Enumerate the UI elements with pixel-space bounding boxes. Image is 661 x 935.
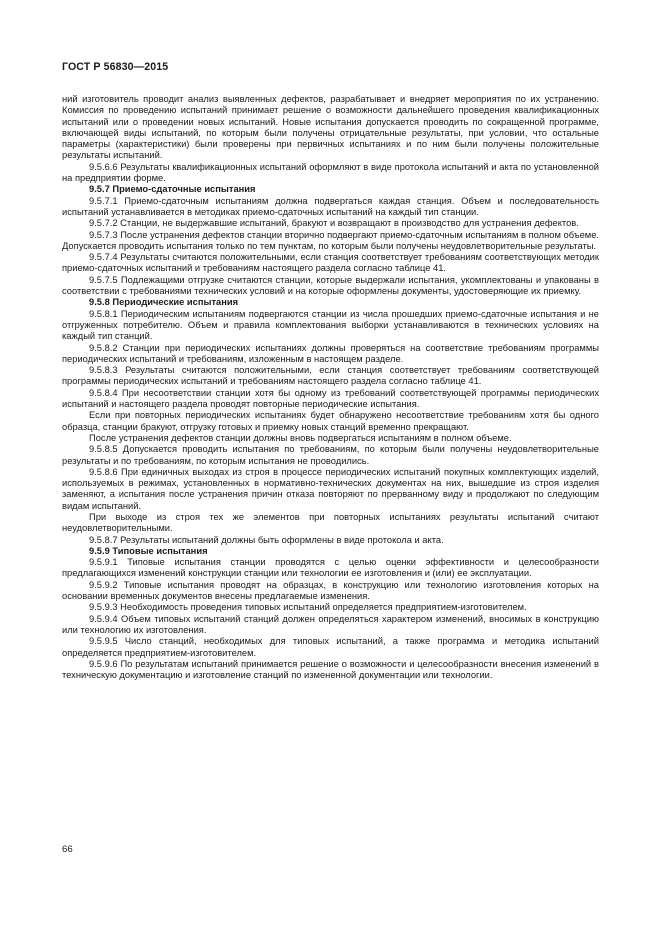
paragraph-9-5-9-5: 9.5.9.5 Число станций, необходимых для типовых испытаний, а также программа и методика испытаний определяется предприятием-изготовителем. [62,636,599,658]
document-header: ГОСТ Р 56830—2015 [62,61,169,73]
paragraph-9-5-9-3: 9.5.9.3 Необходимость проведения типовых испытаний определяется предприятием-изготовителем. [89,602,527,613]
paragraph-9-5-9-6: 9.5.9.6 По результатам испытаний принимается решение о возможности и целесообразности внесения изменений в техническую документацию и изготовление станций по измененной документации или технологии. [62,658,599,681]
paragraph-9-5-7-3: 9.5.7.3 После устранения дефектов станции вторично подвергают приемо-сдаточным испытаниям в полном объеме. Допускается проводить испытания только по тем пунктам, по которым были получены неудовлетворительные результаты. [62,229,599,251]
paragraph-9-5-8-7: 9.5.8.7 Результаты испытаний должны быть оформлены в виде протокола и акта. [89,534,444,545]
paragraph-9-5-7-2: 9.5.7.2 Станции, не выдержавшие испытаний, бракуют и возвращают в производство для устранения дефектов. [89,218,579,229]
page-number: 66 [62,844,73,855]
paragraph-continuation: ний изготовитель проводит анализ выявленных дефектов, разрабатывает и внедряет мероприятия по их устранению. Комиссия по проведению испытаний принимает решение о возможности дальнейшего проведения квалификационных испытаний или о проведении новых испытаний. Новые испытания допускается проводить по сокращенной программе, включающей виды испытаний, по которым были получены отрицательные результаты, при условии, что остальные параметры (характеристики) были проверены при первичных испытаниях и по ним были получены положительные результаты испытаний. [62,94,599,161]
paragraph-9-5-8-1: 9.5.8.1 Периодическим испытаниям подвергаются станции из числа прошедших приемо-сдаточные испытания и не отгруженных потребителю. Объем и правила комплектования выборки устанавливаются в технических условиях на каждый тип станций. [62,308,599,342]
paragraph-9-5-8-4-after: После устранения дефектов станции должны вновь подвергаться испытаниям в полном объеме. [89,432,512,443]
paragraph-9-5-8-4: 9.5.8.4 При несоответствии станции хотя бы одному из требований соответствующей программы периодических испытаний и настоящего раздела проводят повторные периодические испытания. [62,387,599,410]
section-heading-9-5-9: 9.5.9 Типовые испытания [89,545,208,556]
paragraph-9-5-9-4: 9.5.9.4 Объем типовых испытаний станций должен определяться характером изменений, вносимых в конструкцию или технологию их изготовления. [62,613,599,635]
paragraph-9-5-8-5: 9.5.8.5 Допускается проводить испытания по требованиям, по которым были получены неудовлетворительные результаты и по требованиям, по которым испытания не проводились. [62,444,599,466]
paragraph-9-5-6-6: 9.5.6.6 Результаты квалификационных испытаний оформляют в виде протокола испытаний и акта по установленной на предприятии форме. [62,161,599,184]
paragraph-9-5-8-6: 9.5.8.6 При единичных выходах из строя в процессе периодических испытаний покупных комплектующих изделий, используемых в режимах, установленных в нормативно-технических документах на них, вышедшие из строя изделия заменяют, а испытания после устранения причин отказа повторяют по прерванному виду и продолжают по следующим видам испытаний. [62,466,599,511]
paragraph-9-5-9-2: 9.5.9.2 Типовые испытания проводят на образцах, в конструкцию или технологию изготовления которых на основании временных документов внесены предлагаемые изменения. [62,579,599,602]
paragraph-9-5-7-5: 9.5.7.5 Подлежащими отгрузке считаются станции, которые выдержали испытания, укомплектованы и упакованы в соответствии с требованиями технических условий и на которые оформлены документы, удостоверяющие их приемку. [62,274,599,297]
section-heading-9-5-7: 9.5.7 Приемо-сдаточные испытания [89,184,256,195]
paragraph-9-5-9-1: 9.5.9.1 Типовые испытания станции проводятся с целью оценки эффективности и целесообразности предлагающихся изменений конструкции станции или технологии ее изготовления и (или) ее эксплуатации. [62,557,599,579]
document-body [62,94,599,681]
paragraph-9-5-7-4: 9.5.7.4 Результаты считаются положительными, если станция соответствует требованиям соответствующих методик приемо-сдаточных испытаний и требованиям настоящего раздела согласно таблице 41. [62,252,599,274]
paragraph-9-5-8-3: 9.5.8.3 Результаты считаются положительными, если станция соответствует требованиям соответствующей программы периодических испытаний и требованиям настоящего раздела согласно таблице 41. [62,365,599,387]
paragraph-9-5-8-2: 9.5.8.2 Станции при периодических испытаниях должны проверяться на соответствие требованиям программы периодических испытаний и требованиям, изложенным в настоящем разделе. [62,342,599,364]
section-heading-9-5-8: 9.5.8 Периодические испытания [89,297,239,308]
paragraph-9-5-8-6-failure: При выходе из строя тех же элементов при повторных испытаниях результаты испытаний считают неудовлетворительными. [62,511,599,534]
paragraph-9-5-7-1: 9.5.7.1 Приемо-сдаточным испытаниям должна подвергаться каждая станция. Объем и последовательность испытаний устанавливается в методиках приемо-сдаточных испытаний на каждый тип станции. [62,195,599,217]
paragraph-9-5-8-4-repeat: Если при повторных периодических испытаниях будет обнаружено несоответствие требованиям хотя бы одного образца, станции бракуют, отгрузку готовых и приемку новых станций временно прекращают. [62,410,599,432]
